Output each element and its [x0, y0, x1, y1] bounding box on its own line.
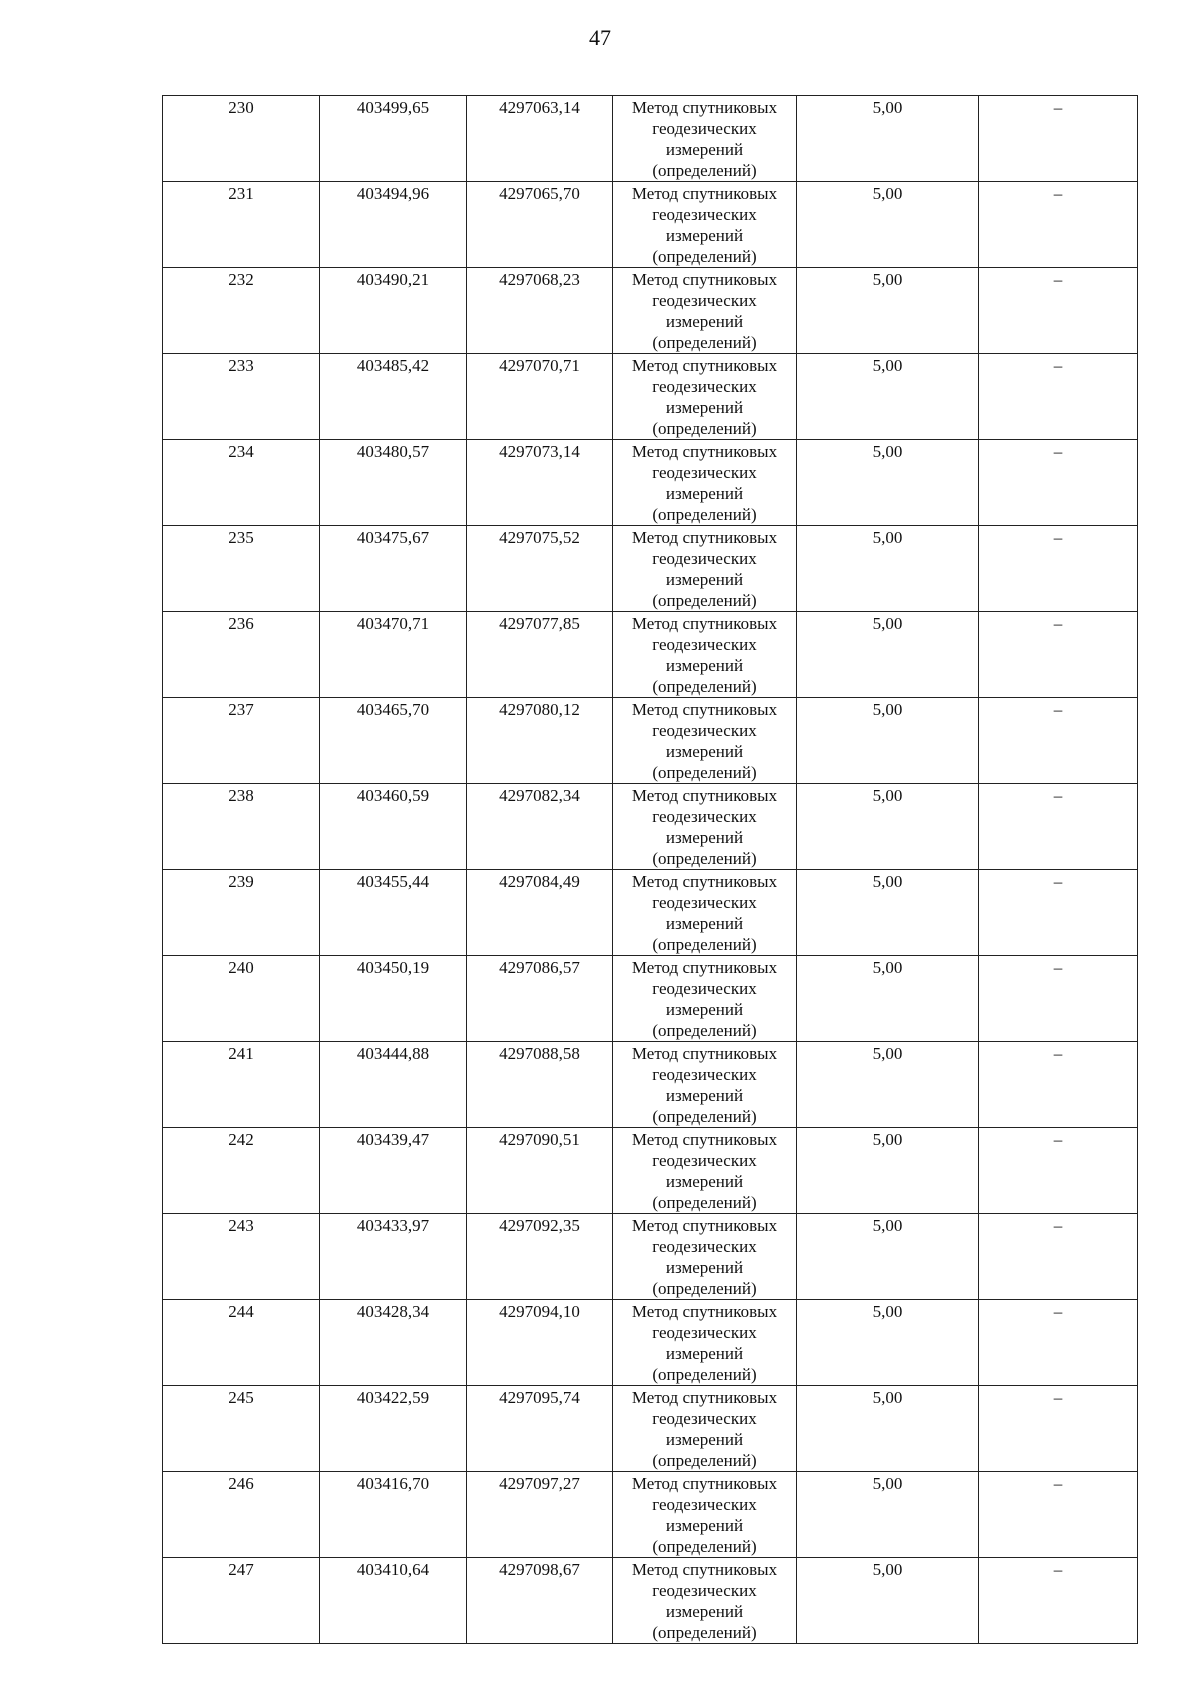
- method-line: (определений): [652, 1279, 757, 1298]
- point-number-cell: 240: [163, 956, 320, 1042]
- method-cell: [613, 956, 797, 1042]
- accuracy-cell: 5,00: [797, 268, 979, 354]
- method-line: геодезических: [652, 635, 757, 654]
- y-coordinate-cell: 4297088,58: [467, 1042, 613, 1128]
- method-line: измерений: [665, 1258, 744, 1277]
- method-line: (определений): [652, 1021, 757, 1040]
- accuracy-cell: 5,00: [797, 1300, 979, 1386]
- method-line: измерений: [665, 1430, 744, 1449]
- note-cell: –: [979, 1214, 1138, 1300]
- point-number-cell: 230: [163, 96, 320, 182]
- method-line: Метод спутниковых: [631, 98, 778, 117]
- table-row: [163, 612, 1138, 698]
- point-number-cell: 233: [163, 354, 320, 440]
- accuracy-cell: 5,00: [797, 956, 979, 1042]
- method-line: Метод спутниковых: [631, 958, 778, 977]
- method-line: геодезических: [652, 1237, 757, 1256]
- table-row: [163, 1386, 1138, 1472]
- method-line: Метод спутниковых: [631, 786, 778, 805]
- point-number-cell: 238: [163, 784, 320, 870]
- method-line: Метод спутниковых: [631, 270, 778, 289]
- point-number-cell: 236: [163, 612, 320, 698]
- method-line: геодезических: [652, 979, 757, 998]
- method-line: измерений: [665, 1000, 744, 1019]
- note-cell: –: [979, 1300, 1138, 1386]
- accuracy-cell: 5,00: [797, 526, 979, 612]
- accuracy-cell: 5,00: [797, 1042, 979, 1128]
- x-coordinate-cell: 403416,70: [320, 1472, 467, 1558]
- x-coordinate-cell: 403450,19: [320, 956, 467, 1042]
- table-row: [163, 1472, 1138, 1558]
- accuracy-cell: 5,00: [797, 1386, 979, 1472]
- table-row: [163, 1042, 1138, 1128]
- method-line: измерений: [665, 1344, 744, 1363]
- method-line: Метод спутниковых: [631, 1216, 778, 1235]
- method-line: Метод спутниковых: [631, 1130, 778, 1149]
- coordinates-table-body: [163, 96, 1138, 1644]
- method-line: геодезических: [652, 463, 757, 482]
- table-row: [163, 268, 1138, 354]
- method-line: геодезических: [652, 1409, 757, 1428]
- table-row: [163, 870, 1138, 956]
- method-line: измерений: [665, 656, 744, 675]
- accuracy-cell: 5,00: [797, 870, 979, 956]
- table-row: [163, 784, 1138, 870]
- method-line: (определений): [652, 935, 757, 954]
- y-coordinate-cell: 4297097,27: [467, 1472, 613, 1558]
- x-coordinate-cell: 403475,67: [320, 526, 467, 612]
- method-line: (определений): [652, 1623, 757, 1642]
- x-coordinate-cell: 403410,64: [320, 1558, 467, 1644]
- point-number-cell: 235: [163, 526, 320, 612]
- method-cell: [613, 182, 797, 268]
- note-cell: –: [979, 268, 1138, 354]
- method-cell: [613, 784, 797, 870]
- method-line: Метод спутниковых: [631, 1302, 778, 1321]
- method-cell: [613, 1042, 797, 1128]
- method-line: (определений): [652, 1193, 757, 1212]
- note-cell: –: [979, 870, 1138, 956]
- table-row: [163, 1214, 1138, 1300]
- y-coordinate-cell: 4297090,51: [467, 1128, 613, 1214]
- note-cell: –: [979, 612, 1138, 698]
- x-coordinate-cell: 403465,70: [320, 698, 467, 784]
- table-row: [163, 698, 1138, 784]
- accuracy-cell: 5,00: [797, 96, 979, 182]
- point-number-cell: 241: [163, 1042, 320, 1128]
- method-line: (определений): [652, 1451, 757, 1470]
- method-line: геодезических: [652, 807, 757, 826]
- y-coordinate-cell: 4297070,71: [467, 354, 613, 440]
- table-row: [163, 182, 1138, 268]
- x-coordinate-cell: 403433,97: [320, 1214, 467, 1300]
- method-line: (определений): [652, 419, 757, 438]
- point-number-cell: 245: [163, 1386, 320, 1472]
- accuracy-cell: 5,00: [797, 1214, 979, 1300]
- table-row: [163, 526, 1138, 612]
- method-cell: [613, 96, 797, 182]
- method-cell: [613, 354, 797, 440]
- y-coordinate-cell: 4297082,34: [467, 784, 613, 870]
- y-coordinate-cell: 4297094,10: [467, 1300, 613, 1386]
- method-line: Метод спутниковых: [631, 1474, 778, 1493]
- method-cell: [613, 1472, 797, 1558]
- point-number-cell: 232: [163, 268, 320, 354]
- method-line: (определений): [652, 677, 757, 696]
- x-coordinate-cell: 403428,34: [320, 1300, 467, 1386]
- accuracy-cell: 5,00: [797, 354, 979, 440]
- method-cell: [613, 1300, 797, 1386]
- y-coordinate-cell: 4297084,49: [467, 870, 613, 956]
- point-number-cell: 243: [163, 1214, 320, 1300]
- method-line: измерений: [665, 1086, 744, 1105]
- method-cell: [613, 526, 797, 612]
- method-line: измерений: [665, 828, 744, 847]
- y-coordinate-cell: 4297077,85: [467, 612, 613, 698]
- method-cell: [613, 268, 797, 354]
- y-coordinate-cell: 4297080,12: [467, 698, 613, 784]
- method-line: (определений): [652, 1537, 757, 1556]
- accuracy-cell: 5,00: [797, 182, 979, 268]
- method-line: геодезических: [652, 205, 757, 224]
- y-coordinate-cell: 4297098,67: [467, 1558, 613, 1644]
- method-line: Метод спутниковых: [631, 356, 778, 375]
- method-line: Метод спутниковых: [631, 872, 778, 891]
- method-line: геодезических: [652, 1495, 757, 1514]
- y-coordinate-cell: 4297075,52: [467, 526, 613, 612]
- accuracy-cell: 5,00: [797, 1128, 979, 1214]
- method-line: (определений): [652, 849, 757, 868]
- accuracy-cell: 5,00: [797, 612, 979, 698]
- method-line: (определений): [652, 1107, 757, 1126]
- note-cell: –: [979, 1558, 1138, 1644]
- method-line: Метод спутниковых: [631, 1388, 778, 1407]
- method-cell: [613, 612, 797, 698]
- accuracy-cell: 5,00: [797, 698, 979, 784]
- table-row: [163, 1300, 1138, 1386]
- method-line: (определений): [652, 247, 757, 266]
- note-cell: –: [979, 784, 1138, 870]
- note-cell: –: [979, 956, 1138, 1042]
- page-number: 47: [589, 25, 611, 50]
- method-line: измерений: [665, 398, 744, 417]
- x-coordinate-cell: 403439,47: [320, 1128, 467, 1214]
- accuracy-cell: 5,00: [797, 784, 979, 870]
- method-line: измерений: [665, 570, 744, 589]
- method-line: геодезических: [652, 721, 757, 740]
- method-line: Метод спутниковых: [631, 442, 778, 461]
- method-line: измерений: [665, 742, 744, 761]
- method-line: Метод спутниковых: [631, 614, 778, 633]
- method-cell: [613, 1558, 797, 1644]
- x-coordinate-cell: 403485,42: [320, 354, 467, 440]
- note-cell: –: [979, 440, 1138, 526]
- method-line: геодезических: [652, 377, 757, 396]
- x-coordinate-cell: 403455,44: [320, 870, 467, 956]
- method-line: измерений: [665, 140, 744, 159]
- x-coordinate-cell: 403494,96: [320, 182, 467, 268]
- table-row: [163, 1558, 1138, 1644]
- method-cell: [613, 1214, 797, 1300]
- method-line: (определений): [652, 505, 757, 524]
- y-coordinate-cell: 4297086,57: [467, 956, 613, 1042]
- method-line: (определений): [652, 763, 757, 782]
- y-coordinate-cell: 4297092,35: [467, 1214, 613, 1300]
- x-coordinate-cell: 403422,59: [320, 1386, 467, 1472]
- method-line: измерений: [665, 1516, 744, 1535]
- method-line: Метод спутниковых: [631, 528, 778, 547]
- method-cell: [613, 440, 797, 526]
- note-cell: –: [979, 182, 1138, 268]
- method-line: измерений: [665, 1602, 744, 1621]
- method-cell: [613, 1128, 797, 1214]
- x-coordinate-cell: 403480,57: [320, 440, 467, 526]
- table-row: [163, 1128, 1138, 1214]
- y-coordinate-cell: 4297073,14: [467, 440, 613, 526]
- point-number-cell: 239: [163, 870, 320, 956]
- note-cell: –: [979, 526, 1138, 612]
- method-line: геодезических: [652, 1323, 757, 1342]
- point-number-cell: 247: [163, 1558, 320, 1644]
- method-line: Метод спутниковых: [631, 184, 778, 203]
- point-number-cell: 234: [163, 440, 320, 526]
- accuracy-cell: 5,00: [797, 440, 979, 526]
- method-cell: [613, 870, 797, 956]
- method-line: (определений): [652, 591, 757, 610]
- method-cell: [613, 698, 797, 784]
- accuracy-cell: 5,00: [797, 1472, 979, 1558]
- y-coordinate-cell: 4297095,74: [467, 1386, 613, 1472]
- method-line: измерений: [665, 1172, 744, 1191]
- table-row: [163, 956, 1138, 1042]
- method-line: измерений: [665, 312, 744, 331]
- point-number-cell: 237: [163, 698, 320, 784]
- note-cell: –: [979, 1472, 1138, 1558]
- x-coordinate-cell: 403470,71: [320, 612, 467, 698]
- method-line: геодезических: [652, 119, 757, 138]
- method-line: геодезических: [652, 549, 757, 568]
- table-row: [163, 96, 1138, 182]
- method-line: измерений: [665, 484, 744, 503]
- point-number-cell: 244: [163, 1300, 320, 1386]
- note-cell: –: [979, 1042, 1138, 1128]
- point-number-cell: 242: [163, 1128, 320, 1214]
- point-number-cell: 231: [163, 182, 320, 268]
- x-coordinate-cell: 403499,65: [320, 96, 467, 182]
- method-line: (определений): [652, 1365, 757, 1384]
- note-cell: –: [979, 1128, 1138, 1214]
- note-cell: –: [979, 698, 1138, 784]
- x-coordinate-cell: 403490,21: [320, 268, 467, 354]
- table-row: [163, 440, 1138, 526]
- method-cell: [613, 1386, 797, 1472]
- method-line: (определений): [652, 333, 757, 352]
- method-line: геодезических: [652, 1151, 757, 1170]
- method-line: (определений): [652, 161, 757, 180]
- table-row: [163, 354, 1138, 440]
- method-line: геодезических: [652, 1065, 757, 1084]
- method-line: Метод спутниковых: [631, 1044, 778, 1063]
- method-line: измерений: [665, 226, 744, 245]
- method-line: геодезических: [652, 893, 757, 912]
- method-line: Метод спутниковых: [631, 1560, 778, 1579]
- method-line: геодезических: [652, 291, 757, 310]
- method-line: измерений: [665, 914, 744, 933]
- y-coordinate-cell: 4297063,14: [467, 96, 613, 182]
- x-coordinate-cell: 403444,88: [320, 1042, 467, 1128]
- y-coordinate-cell: 4297068,23: [467, 268, 613, 354]
- note-cell: –: [979, 354, 1138, 440]
- method-line: Метод спутниковых: [631, 700, 778, 719]
- note-cell: –: [979, 96, 1138, 182]
- y-coordinate-cell: 4297065,70: [467, 182, 613, 268]
- x-coordinate-cell: 403460,59: [320, 784, 467, 870]
- accuracy-cell: 5,00: [797, 1558, 979, 1644]
- method-line: геодезических: [652, 1581, 757, 1600]
- point-number-cell: 246: [163, 1472, 320, 1558]
- note-cell: –: [979, 1386, 1138, 1472]
- coordinates-table: [162, 95, 1138, 1644]
